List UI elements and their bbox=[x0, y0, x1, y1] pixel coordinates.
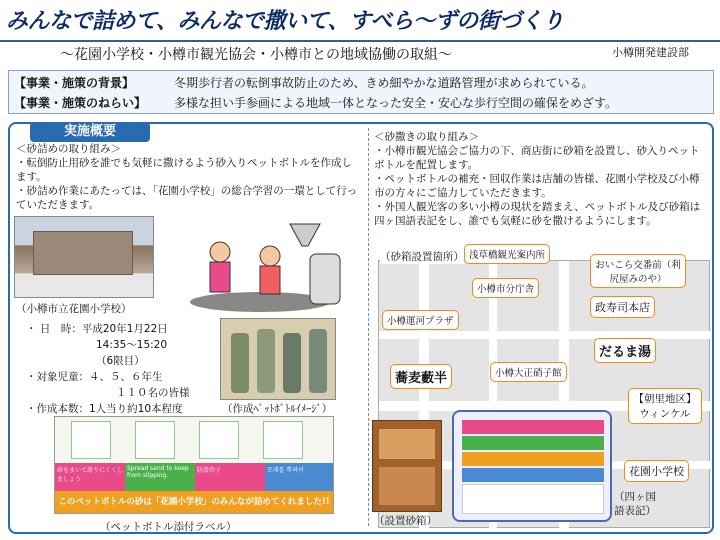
callout-taisho: 小樽大正硝子館 bbox=[490, 362, 567, 382]
detail-label: ・ 日 時 bbox=[26, 323, 72, 335]
callout-bunchosha: 小樽市分庁舎 bbox=[472, 278, 539, 298]
detail-time: 14:35〜15:20 bbox=[96, 339, 168, 351]
detail-target bbox=[26, 370, 226, 384]
callout-unga: 小樽運河プラザ bbox=[382, 310, 459, 330]
detail-value: ：平成20年1月22日 bbox=[71, 323, 168, 335]
four-language-sign bbox=[452, 410, 612, 522]
department-label: 小樽開発建設部 bbox=[612, 46, 689, 59]
detail-value: ：1人当り約10本程度 bbox=[78, 403, 183, 415]
callout-koban: おいこら交番前（利尻屋みのや） bbox=[590, 254, 686, 288]
label-text-cn: 防滑沙子 bbox=[195, 463, 265, 491]
detail-label: ・作成本数 bbox=[26, 403, 79, 415]
callout-soba: 蕎麦藪半 bbox=[390, 364, 452, 389]
background-row bbox=[14, 74, 594, 91]
callout-welcome: 【朝里地区】ウィンケル bbox=[628, 388, 702, 424]
right-bullet-2: ・ペットボトルの補充・回収作業は店舗の皆様、花園小学校及び小樽市の方々にご協力していただきます。 bbox=[374, 173, 700, 199]
column-divider bbox=[368, 128, 369, 526]
school-caption: （小樽市立花園小学校） bbox=[16, 303, 132, 315]
label-text-kr: 모래를 뿌려서 bbox=[265, 463, 333, 491]
left-bullet-1: ・転倒防止用砂を誰でも気軽に撒けるよう砂入りペットボトルを作成します。 bbox=[16, 157, 352, 183]
aim-key: 【事業・施策のねらい】 bbox=[14, 96, 147, 110]
callout-masazushi: 政寿司本店 bbox=[590, 296, 655, 318]
callout-asakusa: 浅草橋観光案内所 bbox=[464, 244, 550, 264]
detail-count: １１０名の皆様 bbox=[116, 387, 190, 399]
callout-daruma: だるま湯 bbox=[594, 338, 656, 363]
callout-hanazono: 花園小学校 bbox=[624, 460, 689, 482]
label-caption: （ペットボトル添付ラベル） bbox=[100, 521, 237, 533]
four-language-caption: （四ヶ国語表記） bbox=[614, 491, 656, 517]
left-bullet-2: ・砂詰め作業にあたっては、「花園小学校」の総合学習の一環として行っていただきます。 bbox=[16, 185, 358, 211]
right-bullet-3: ・外国人観光客の多い小樽の現状を踏まえ、ペットボトル及び砂箱は四ヶ国語表記をし、誰でも気軽に砂を撒けるようにします。 bbox=[374, 201, 701, 227]
left-heading: ＜砂詰めの取り組み＞ bbox=[16, 143, 121, 155]
detail-value: ：４、５、６年生 bbox=[78, 371, 163, 383]
detail-bottles bbox=[26, 402, 236, 416]
title-underline bbox=[0, 40, 720, 42]
label-text-jp: 砂をまいて滑りにくくしましょう bbox=[55, 463, 125, 491]
overview-tab: 実施概要 bbox=[30, 122, 150, 142]
page-subtitle: 〜花園小学校・小樽市観光協会・小樽市との地域協働の取組〜 bbox=[60, 47, 452, 63]
aim-row bbox=[14, 94, 617, 111]
right-heading: ＜砂撒きの取り組み＞ bbox=[374, 131, 479, 143]
sandbox-photo bbox=[372, 420, 442, 512]
detail-period: （6限目） bbox=[96, 355, 145, 367]
background-text: 冬期歩行者の転倒事故防止のため、きめ細やかな道路管理が求められている。 bbox=[174, 76, 594, 90]
bottle-caption: （作成ﾍﾟｯﾄﾎﾞﾄﾙｲﾒｰｼﾞ） bbox=[222, 403, 333, 415]
detail-label: ・対象児童 bbox=[26, 371, 79, 383]
label-text-en: Spread sand to keep from slipping. bbox=[125, 463, 195, 491]
detail-date bbox=[26, 322, 226, 336]
bottle-label-image bbox=[54, 416, 334, 514]
aim-text: 多様な担い手参画による地域一体となった安全・安心な歩行空間の確保をめざす。 bbox=[174, 96, 618, 110]
school-photo bbox=[14, 216, 154, 298]
right-bullet-1: ・小樽市観光協会ご協力の下、商店街に砂箱を設置し、砂入りペットボトルを配置します。 bbox=[374, 145, 700, 171]
background-key: 【事業・施策の背景】 bbox=[14, 76, 135, 90]
page-title: みんなで詰めて、みんなで撒いて、すべら〜ずの街づくり bbox=[6, 9, 564, 34]
children-illustration bbox=[160, 214, 360, 314]
bottle-photo bbox=[220, 318, 336, 400]
map-heading: （砂箱設置箇所） bbox=[380, 251, 464, 263]
label-banner: このペットボトルの砂は「花園小学校」のみんなが詰めてくれました!! bbox=[55, 491, 333, 513]
sandbox-caption: （設置砂箱） bbox=[374, 515, 437, 527]
